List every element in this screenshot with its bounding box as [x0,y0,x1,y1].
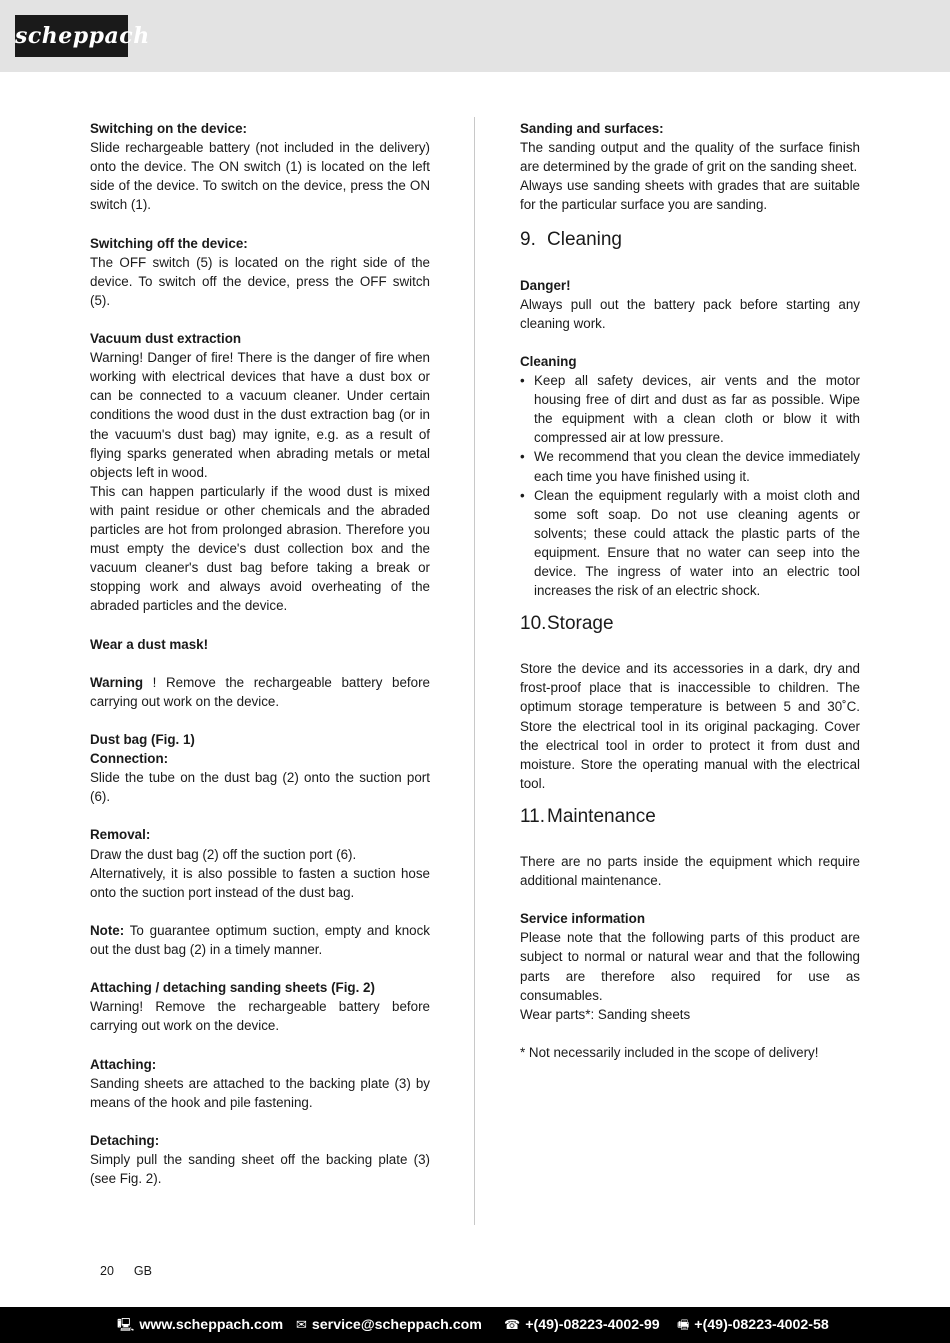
phone-icon: ☎ [504,1318,521,1333]
vacuum-text-1: Warning! Danger of fire! There is the danger of fire when working with electrical devices that have a dust box or can be connected to a vacuum cleaner. Under certain conditions the wood dust in the dust extraction bag (or in the vacuum's dust bag) may ignite, e.g. as a result of flying sparks generated when abrading metals or metal objects left in wood. [90,350,430,480]
service-text: Please note that the following parts of this product are subject to normal or natural wear and that the following parts are therefore also required for use as consumables. [520,930,860,1003]
wear-parts: Wear parts*: Sanding sheets [520,1006,691,1022]
connection-text: Slide the tube on the dust bag (2) onto the suction port (6). [90,770,430,805]
vacuum-title: Vacuum dust extraction [90,331,242,347]
page-number: 20 [100,1264,114,1278]
storage-text: Store the device and its accessories in a dark, dry and frost-proof place that is inaccessible to children. The optimum storage temperature is between 5 and 30˚C. Store the electrical tool in its original packaging. Cover the electrical tool in order to protect it from dust and moisture. Store the operating manual with the electrical tool. [520,661,860,791]
footer-fax [677,1307,829,1343]
warning-label: Warning [90,674,144,690]
list-item: • Clean the equipment regularly with a moist cloth and some soft soap. Do not use cleaning agents or solvents; these could attack the plastic parts of the equipment. Ensure that no water can seep into the device. The ingress of water into an electric tool increases the risk of an electric shock. [520,486,860,601]
section-heading-maintenance [520,805,860,829]
removal-text-1: Draw the dust bag (2) off the suction port (6). [90,846,357,862]
phone-number: +(49)-08223-4002-99 [525,1317,660,1333]
service-title: Service information [520,911,646,927]
header-band [0,0,950,72]
switch-on-title: Switching on the device: [90,121,247,136]
list-item: • We recommend that you clean the device immediately each time you have finished using it. [520,447,860,485]
switch-off-title: Switching off the device: [90,235,248,251]
list-item: • Keep all safety devices, air vents and the motor housing free of dirt and dust as far as possible. Wipe the equipment with a clean cloth or blow it with compressed air at low pressure. [520,371,860,447]
switch-on-text: Slide rechargeable battery (not included in the delivery) onto the device. The ON switch (1) is located on the left side of the device. To switch on the device, press the ON switch (1). [90,140,430,213]
attaching-title: Attaching: [90,1056,157,1072]
fax-number: +(49)-08223-4002-58 [694,1317,829,1333]
section-number: 11. [520,805,546,827]
footnote: * Not necessarily included in the scope of delivery! [520,1044,819,1060]
email-link[interactable]: service@scheppach.com [311,1317,482,1333]
section-heading-cleaning [520,228,860,252]
page-language: GB [133,1264,152,1278]
dust-mask-note: Wear a dust mask! [90,636,209,652]
computer-icon: 🖳 [117,1318,135,1333]
footer-email[interactable] [296,1307,482,1343]
note-text: To guarantee optimum suction, empty and knock out the dust bag (2) in a timely manner. [90,922,430,958]
left-column [90,119,430,1188]
danger-text: Always pull out the battery pack before starting any cleaning work. [520,296,860,331]
scheppach-logo: scheppach [15,15,128,57]
note-paragraph [90,921,430,959]
sanding-sheets-title: Attaching / detaching sanding sheets (Fig. 2) [90,980,375,996]
fax-icon: 🖷 [677,1318,690,1333]
danger-title: Danger! [520,277,571,293]
note-label: Note: [90,922,125,938]
section-number: 9. [520,229,536,251]
section-number: 10. [520,613,547,635]
removal-title: Removal: [90,827,151,843]
section-title: Maintenance [547,805,656,827]
warning-paragraph [90,673,430,711]
footer-bar [0,1307,950,1343]
dust-bag-title: Dust bag (Fig. 1) [90,732,195,747]
removal-text-2: Alternatively, it is also possible to fasten a suction hose onto the suction port instead of the dust bag. [90,865,430,900]
cleaning-subtitle: Cleaning [520,353,577,369]
switch-off-text: The OFF switch (5) is located on the right side of the device. To switch off the device, press the OFF switch (5). [90,254,430,308]
right-column [520,119,860,1062]
attaching-text: Sanding sheets are attached to the backing plate (3) by means of the hook and pile fastening. [90,1075,430,1110]
detaching-text: Simply pull the sanding sheet off the backing plate (3) (see Fig. 2). [90,1152,430,1187]
cleaning-list [520,371,860,600]
section-title: Storage [547,613,614,635]
maintenance-text: There are no parts inside the equipment which require additional maintenance. [520,854,860,889]
page-info [100,1264,172,1278]
footer-website[interactable] [117,1307,283,1343]
section-title: Cleaning [547,229,622,251]
detaching-title: Detaching: [90,1132,160,1148]
footer-phone [504,1307,660,1343]
column-divider [474,117,475,1225]
surfaces-text-1: The sanding output and the quality of the surface finish are determined by the grade of grit on the sanding sheet. [520,140,860,175]
warning-text: ! Remove the rechargeable battery before carrying out work on the device. [90,674,430,709]
website-link[interactable]: www.scheppach.com [139,1317,284,1333]
sanding-sheets-text: Warning! Remove the rechargeable battery before carrying out work on the device. [90,999,430,1034]
connection-title: Connection: [90,751,169,767]
section-heading-storage [520,612,860,636]
mail-icon: ✉ [296,1318,307,1333]
vacuum-text-2: This can happen particularly if the wood dust is mixed with paint residue or other chemicals and the abraded particles are hot from prolonged abrasion. Therefore you must empty the device's dust collection box and the vacuum cleaner's dust bag before taking a break or stopping work and always avoid overheating of the abraded particles and the device. [90,483,430,614]
surfaces-text-2: Always use sanding sheets with grades that are suitable for the particular surface you are sanding. [520,178,860,213]
surfaces-title: Sanding and surfaces: [520,121,664,136]
